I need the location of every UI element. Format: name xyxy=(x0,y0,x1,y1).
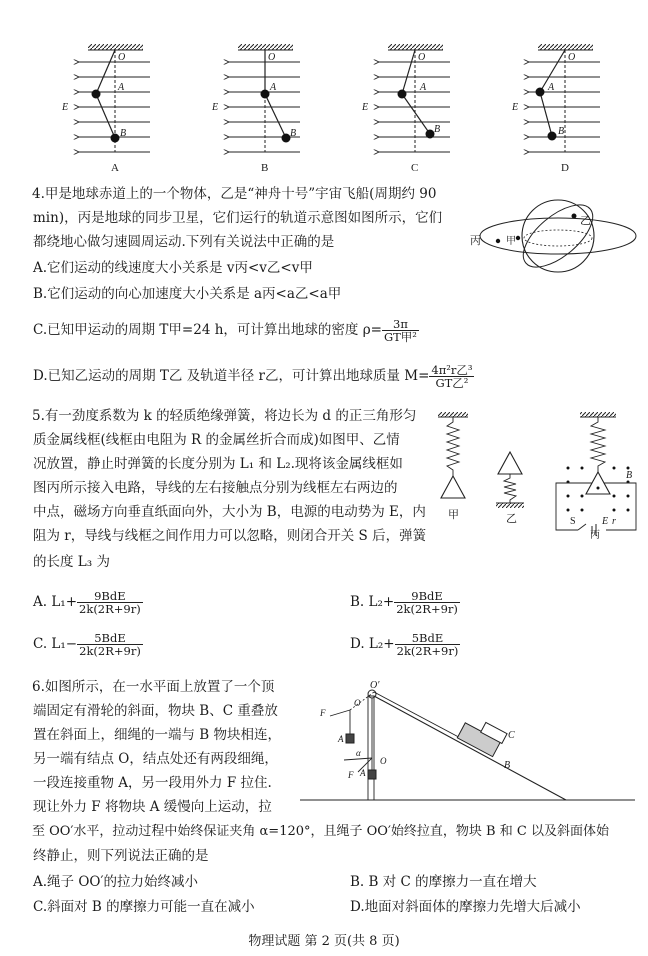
q6-line-4: 另一端有结点 O，结点处还有两段细绳， xyxy=(33,751,278,767)
q4-option-b: B.它们运动的向心加速度大小关系是 a丙<a乙<a甲 xyxy=(33,286,342,302)
incline-label-f-lower: F xyxy=(348,770,354,780)
svg-text:B: B xyxy=(558,126,565,137)
svg-text:O: O xyxy=(268,52,276,63)
page-footer: 物理试题 第 2 页(共 8 页) xyxy=(248,934,400,949)
pendulum-figures-svg xyxy=(60,40,620,175)
q4-frac-d: $\frac{\text{4π²r乙³}}{\text{GT乙²}}$ xyxy=(431,363,473,390)
incline-label-c: C xyxy=(508,730,515,741)
q4-option-a: A.它们运动的线速度大小关系是 v丙<v乙<v甲 xyxy=(33,260,313,276)
incline-label-alpha: α xyxy=(356,748,361,758)
orbit-label-jia: 甲 xyxy=(506,236,516,247)
q6-line-5: 一段连接重物 A，另一段用外力 F 拉住. xyxy=(33,775,272,791)
q4-option-d-text: D.已知乙运动的周期 T乙 及轨道半径 r乙，可计算出地球质量 M= xyxy=(33,368,430,384)
svg-text:A: A xyxy=(420,82,427,93)
figure-b xyxy=(211,44,300,174)
spring-label-r: r xyxy=(612,516,616,527)
spring-label-bing: 丙 xyxy=(590,530,600,540)
q5-option-a: A. L₁+ $\frac{\text{9BdE}}{2k(2R+9r)}$ xyxy=(33,589,141,616)
svg-text:B: B xyxy=(434,124,441,135)
spring-label-b: B xyxy=(626,470,633,481)
svg-text:A: A xyxy=(270,82,277,93)
orbit-label-yi: 乙 xyxy=(580,215,591,227)
orbit-figure xyxy=(470,186,640,280)
q5-line-6: 阻为 r，导线与线框之间作用力可以忽略，则闭合开关 S 后，弹簧 xyxy=(33,528,427,544)
svg-text:O: O xyxy=(418,52,426,63)
incline-figure xyxy=(290,676,640,810)
caption-a: A xyxy=(111,162,119,174)
figure-c xyxy=(361,44,450,174)
svg-text:E: E xyxy=(212,102,219,113)
q6-option-a: A.绳子 OO′的拉力始终减小 xyxy=(33,874,199,890)
q5-line-2: 质金属线框(线框由电阻为 R 的金属丝折合而成)如图甲、乙情 xyxy=(33,432,400,448)
q6-option-b: B. B 对 C 的摩擦力一直在增大 xyxy=(350,874,537,890)
q6-option-d: D.地面对斜面体的摩擦力先增大后减小 xyxy=(350,899,581,915)
caption-b: B xyxy=(261,162,269,174)
figure-a xyxy=(61,44,150,174)
q4-line-2: min)，丙是地球的同步卫星，它们运行的轨道示意图如图所示，它们 xyxy=(33,210,443,226)
incline-label-f-upper: F xyxy=(320,708,326,718)
spring-label-jia: 甲 xyxy=(448,509,459,521)
q5-option-b: B. L₂+ $\frac{\text{9BdE}}{2k(2R+9r)}$ xyxy=(350,589,458,616)
q6-line-2: 端固定有滑轮的斜面，物块 B、C 重叠放 xyxy=(33,703,278,719)
svg-text:E: E xyxy=(512,102,519,113)
q5-option-d: D. L₂+ $\frac{\text{5BdE}}{2k(2R+9r)}$ xyxy=(350,631,459,658)
svg-text:A: A xyxy=(548,82,555,93)
svg-text:B: B xyxy=(120,128,127,139)
orbit-label-bing: 丙 xyxy=(470,235,481,247)
q5-line-1: 5.有一劲度系数为 k 的轻质绝缘弹簧，将边长为 d 的正三角形匀 xyxy=(32,408,417,424)
svg-text:O: O xyxy=(568,52,576,63)
q4-line-3: 都绕地心做匀速圆周运动.下列有关说法中正确的是 xyxy=(33,234,335,250)
q4-option-c-text: C.已知甲运动的周期 T甲=24 h，可计算出地球的密度 ρ= xyxy=(33,322,382,338)
q5-line-5: 中点，磁场方向垂直纸面向外，大小为 B，电源的电动势为 E，内 xyxy=(33,504,426,520)
q4-frac-c: $\frac{3\pi}{\text{GT甲²}}$ xyxy=(383,317,417,344)
incline-label-a-lower: A xyxy=(360,768,366,778)
q6-line-8: 终静止，则下列说法正确的是 xyxy=(33,848,209,864)
q5-line-7: 的长度 L₃ 为 xyxy=(33,554,110,570)
caption-d: D xyxy=(561,162,569,174)
incline-label-b: B xyxy=(504,760,511,771)
q5-option-c: C. L₁− $\frac{\text{5BdE}}{2k(2R+9r)}$ xyxy=(33,631,141,658)
q5-line-4: 图丙所示接入电路，导线的左右接触点分别为线框左右两边的 xyxy=(33,480,398,496)
q6-line-6: 现让外力 F 将物块 A 缓慢向上运动，拉 xyxy=(33,799,272,815)
top-figures xyxy=(60,40,620,175)
incline-label-a-upper: A xyxy=(338,734,344,744)
figure-d xyxy=(511,44,600,174)
svg-text:A: A xyxy=(118,82,125,93)
incline-label-o-lower: O xyxy=(380,756,387,766)
q4-option-c xyxy=(33,318,419,343)
q4-option-d xyxy=(33,364,474,389)
q6-line-1: 6.如图所示，在一水平面上放置了一个顶 xyxy=(32,679,275,695)
q6-line-3: 置在斜面上，细绳的一端与 B 物块相连， xyxy=(33,727,282,743)
caption-c: C xyxy=(411,162,419,174)
q4-line-1: 4.甲是地球赤道上的一个物体，乙是“神舟十号”宇宙飞船(周期约 90 xyxy=(32,186,437,202)
incline-label-o-prime: O′ xyxy=(370,680,380,691)
svg-text:O: O xyxy=(118,52,126,63)
svg-text:B: B xyxy=(290,128,297,139)
spring-label-s: S xyxy=(570,516,576,527)
q5-line-3: 况放置，静止时弹簧的长度分别为 L₁ 和 L₂.现将该金属线框如 xyxy=(33,456,403,472)
q6-option-c: C.斜面对 B 的摩擦力可能一直在减小 xyxy=(33,899,255,915)
incline-label-o-upper: O xyxy=(354,698,361,708)
svg-text:E: E xyxy=(62,102,69,113)
q6-line-7: 至 OO′水平，拉动过程中始终保证夹角 α=120°，且绳子 OO′始终拉直，物块 B 和 C 以及斜面体始 xyxy=(32,824,609,839)
spring-figure xyxy=(430,408,642,540)
svg-text:E: E xyxy=(362,102,369,113)
spring-label-yi: 乙 xyxy=(506,513,517,525)
spring-label-e: E xyxy=(602,516,609,527)
